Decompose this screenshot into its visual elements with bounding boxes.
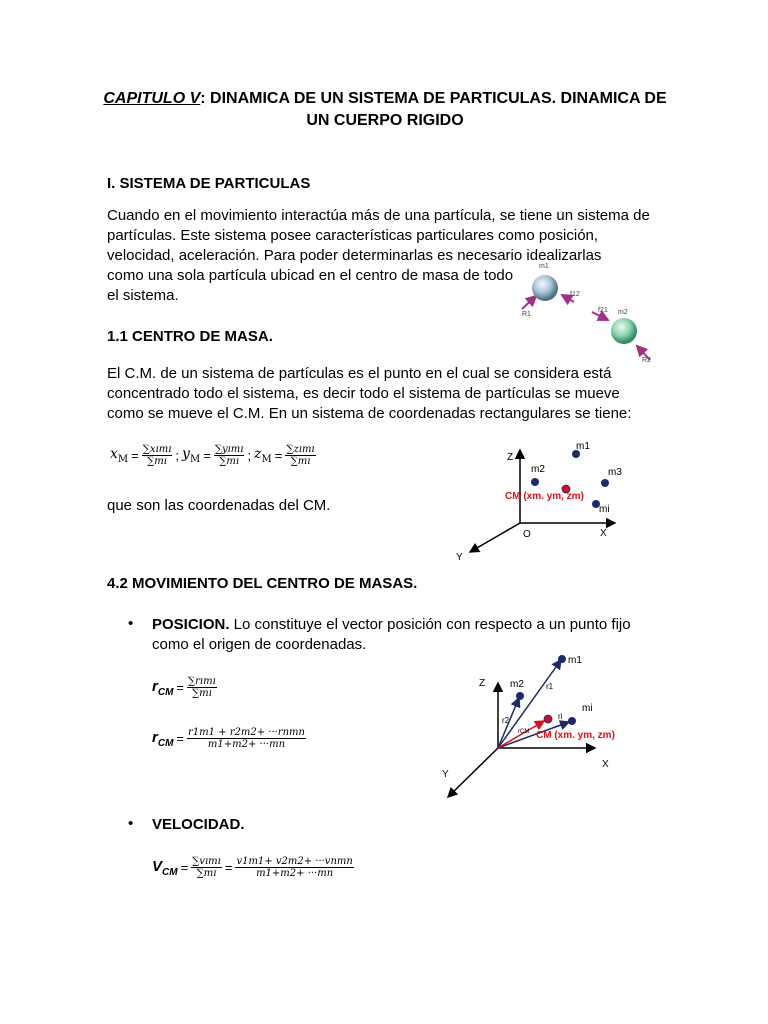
label-m1: m1	[539, 263, 549, 270]
chapter-title-rest: : DINAMICA DE UN SISTEMA DE PARTICULAS. DINAMICA DE	[200, 90, 667, 107]
vcm-equation: $V_{CM}$ = $\frac{\text{∑vımı}}{\sum mı}$ = $\frac{\text{v1m1+ v2m2+ ···vnmn}}{m1+m2+ \cdot\cdot\cdot mn}$	[152, 856, 353, 879]
particle-m2	[611, 318, 637, 344]
axis-label-y: Y	[442, 769, 449, 780]
para-line: concentrado todo el sistema, es decir todo el sistema de partículas se mueve	[107, 385, 620, 402]
point-m2	[531, 478, 539, 486]
para-line: POSICION. Lo constituye el vector posición con respecto a un punto fijo	[152, 616, 631, 633]
cm-coordinate-figure	[450, 430, 650, 570]
particle-m1	[532, 275, 558, 301]
xm-fraction: $\frac{\text{∑xımı}}{\sum mı}$	[142, 444, 172, 467]
coordinates-caption: que son las coordenadas del CM.	[107, 497, 331, 514]
point-cm	[544, 715, 552, 723]
cm-coordinates-equation: $x_M$ = $\frac{\text{∑xımı}}{\sum mı}$ ; $y_M$ = $\frac{\text{∑yımı}}{\sum mı}$ ; $z_M$ = $\frac{\text{∑zımı}}{\sum mı}$	[110, 444, 315, 467]
para-line: como el origen de coordenadas.	[152, 636, 367, 653]
origin-label: O	[523, 529, 531, 540]
two-particles-figure	[500, 254, 670, 369]
rcm-fraction-2: $\frac{\text{r1m1 + r2m2+ ···rnmn}}{m1+m2+ \cdot\cdot\cdot mn}$	[188, 727, 305, 750]
position-vectors-figure	[430, 645, 650, 805]
rcm-equation-1: $r_{CM}$ = $\frac{\text{∑rımı}}{\sum mı}$	[152, 676, 216, 699]
para-line: velocidad, aceleración. Para poder determinarlas es necesario idealizarlas	[107, 247, 602, 264]
point-m1	[558, 655, 566, 663]
axis-label-y: Y	[456, 552, 463, 563]
vcm-fraction-2: $\frac{\text{v1m1+ v2m2+ ···vnmn}}{m1+m2+ \cdot\cdot\cdot mn}$	[236, 856, 353, 879]
ym-fraction: $\frac{\text{∑yımı}}{\sum mı}$	[214, 444, 244, 467]
para-line: como una sola partícula ubicad en el centro de masa de todo	[107, 267, 514, 284]
point-mi	[568, 717, 576, 725]
label-f12: f12	[570, 291, 580, 298]
label-m3: m3	[608, 467, 622, 478]
para-line: Cuando en el movimiento interactúa más de una partícula, se tiene un sistema de	[107, 207, 650, 224]
y-axis	[470, 523, 520, 552]
chapter-title-line2: UN CUERPO RIGIDO	[306, 112, 464, 129]
ym-label: $y_M$	[182, 446, 201, 465]
vcm-label: $V_{CM}$	[152, 857, 178, 878]
chapter-label: CAPITULO V	[103, 90, 201, 107]
label-m1: m1	[568, 655, 582, 666]
label-mi: mi	[582, 703, 593, 714]
paragraph-centro-masa	[107, 364, 661, 424]
chapter-title	[60, 88, 710, 132]
point-m3	[601, 479, 609, 487]
bullet-dot: •	[128, 815, 134, 832]
label-m1: m1	[576, 441, 590, 452]
y-axis	[448, 748, 498, 797]
label-m2: m2	[618, 309, 628, 316]
paragraph-sistema-1	[107, 206, 661, 246]
rcm-label: $r_{CM}$	[152, 728, 174, 749]
label-r2: R2	[642, 357, 651, 364]
para-line: el sistema.	[107, 287, 179, 304]
axis-label-z: Z	[479, 678, 486, 689]
para-line: El C.M. de un sistema de partículas es el punto en el cual se considera está	[107, 365, 612, 382]
velocidad-label: VELOCIDAD.	[152, 816, 245, 833]
zm-fraction: $\frac{\text{∑zımı}}{\sum mı}$	[286, 444, 315, 467]
axis-label-x: X	[602, 759, 609, 770]
axis-label-z: Z	[507, 452, 514, 463]
point-m2	[516, 692, 524, 700]
para-line: partículas. Este sistema posee características particulares como posición,	[107, 227, 599, 244]
label-m2: m2	[510, 679, 524, 690]
label-mi: mi	[599, 504, 610, 515]
axis-label-x: X	[600, 528, 607, 539]
label-rcm: rCM	[518, 729, 530, 735]
bullet-dot: •	[128, 615, 134, 632]
zm-label: $z_M$	[254, 446, 272, 465]
posicion-label: POSICION.	[152, 616, 230, 633]
rcm-label: $r_{CM}$	[152, 677, 174, 698]
label-ri: ri	[558, 712, 563, 721]
section-heading-centro-masa: 1.1 CENTRO DE MASA.	[107, 328, 273, 345]
label-r1: r1	[546, 682, 554, 691]
label-m2: m2	[531, 464, 545, 475]
section-heading-movimiento: 4.2 MOVIMIENTO DEL CENTRO DE MASAS.	[107, 575, 418, 592]
section-heading-sistema: I. SISTEMA DE PARTICULAS	[107, 175, 311, 192]
label-f21: f21	[598, 307, 608, 314]
label-cm: CM (xm. ym, zm)	[536, 730, 615, 741]
force-arrow-r1	[522, 296, 536, 309]
xm-label: $x_M$	[110, 446, 129, 465]
rcm-equation-2: $r_{CM}$ = $\frac{\text{r1m1 + r2m2+ ···rnmn}}{m1+m2+ \cdot\cdot\cdot mn}$	[152, 727, 305, 750]
vcm-fraction-1: $\frac{\text{∑vımı}}{\sum mı}$	[192, 856, 221, 879]
label-r1: R1	[522, 311, 531, 318]
label-cm: CM (xm. ym, zm)	[505, 491, 584, 502]
rcm-fraction-1: $\frac{\text{∑rımı}}{\sum mı}$	[188, 676, 216, 699]
para-line: como se mueve el C.M. En un sistema de coordenadas rectangulares se tiene:	[107, 405, 632, 422]
label-r2: r2	[502, 716, 510, 725]
